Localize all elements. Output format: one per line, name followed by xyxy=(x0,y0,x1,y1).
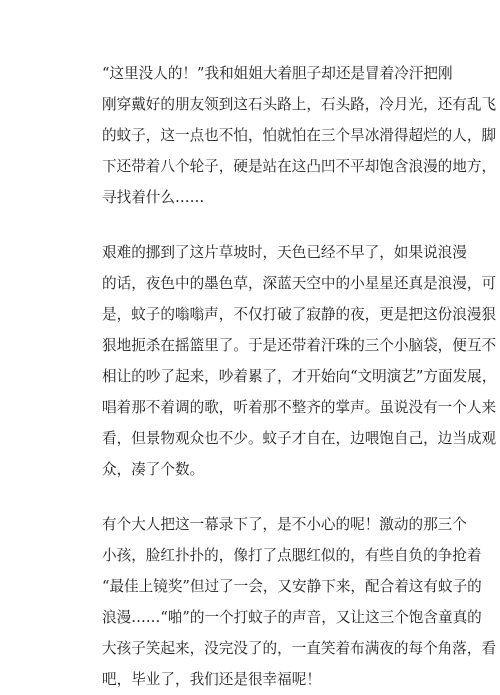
text-line: 大孩子笑起来，没完没了的，一直笑着布满夜的每个角落，看 xyxy=(102,640,497,657)
text-line: 是，蚊子的嗡嗡声，不仅打破了寂静的夜，更是把这份浪漫狠 xyxy=(102,306,497,323)
paragraph-3 xyxy=(102,509,497,695)
text-line: 浪漫……“啪”的一个打蚊子的声音，又让这三个饱含童真的 xyxy=(102,609,482,626)
essay-body xyxy=(102,58,497,695)
text-line: 小孩，脸红扑扑的，像打了点腮红似的，有些自负的争抢着 xyxy=(102,547,482,564)
text-line: 艰难的挪到了这片草坡时，天色已经不早了，如果说浪漫 xyxy=(102,244,467,261)
paragraph-1 xyxy=(102,58,497,213)
text-line: 看，但景物观众也不少。蚊子才自在，边喂饱自己，边当成观 xyxy=(102,430,497,447)
text-line: 狠地扼杀在摇篮里了。于是还带着汗珠的三个小脑袋，便互不 xyxy=(102,337,497,354)
text-line: 的蚊子，这一点也不怕，怕就怕在三个旱冰滑得超烂的人，脚 xyxy=(102,127,497,144)
text-line: 的话，夜色中的墨色草，深蓝天空中的小星星还真是浪漫，可 xyxy=(102,275,497,292)
paragraph-2 xyxy=(102,237,497,485)
text-line: 刚穿戴好的朋友领到这石头路上，石头路，冷月光，还有乱飞 xyxy=(102,96,497,113)
text-line: 有个大人把这一幕录下了，是不小心的呢！激动的那三个 xyxy=(102,516,467,533)
text-line: 众，凑了个数。 xyxy=(102,461,205,478)
text-line: 唱着那不着调的歌，听着那不整齐的掌声。虽说没有一个人来 xyxy=(102,399,497,416)
text-line: 下还带着八个轮子，硬是站在这凸凹不平却饱含浪漫的地方， xyxy=(102,158,497,175)
text-line: 相让的吵了起来，吵着累了，才开始向“文明演艺”方面发展， xyxy=(102,368,497,385)
text-line: 寻找着什么…… xyxy=(102,189,205,206)
text-line: 吧，毕业了，我们还是很幸福呢！ xyxy=(102,671,321,688)
text-line: “最佳上镜奖”但过了一会，又安静下来，配合着这有蚊子的 xyxy=(102,578,482,595)
text-line: “这里没人的！”我和姐姐大着胆子却还是冒着冷汗把刚 xyxy=(102,65,453,82)
